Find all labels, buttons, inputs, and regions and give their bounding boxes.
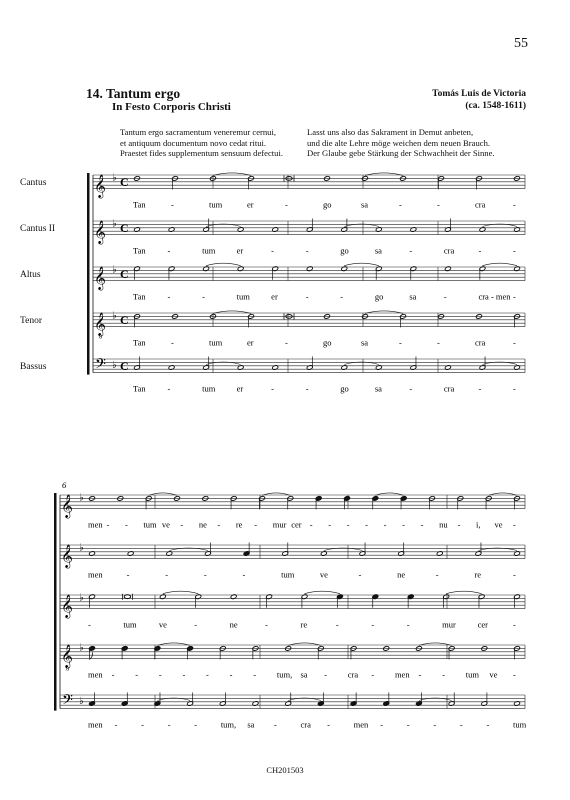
lyric-syllable: - <box>158 669 162 680</box>
tie-slur <box>344 263 379 266</box>
lyric-syllable: - <box>513 199 516 210</box>
lyric-syllable: - <box>409 383 413 394</box>
lyric-syllable: sa <box>300 669 308 680</box>
lyric-syllable: - <box>340 291 344 302</box>
lyric-syllable: - <box>399 199 402 210</box>
tie-slur <box>305 591 340 594</box>
lyric-syllable: re <box>474 569 481 580</box>
lyric-syllable: - <box>285 337 288 348</box>
lyric-syllable: mur <box>272 519 287 530</box>
lyric-syllable: er <box>247 337 254 348</box>
lyric-syllable: - <box>203 569 207 580</box>
lyric-syllable: go <box>323 337 332 348</box>
lyric-syllable: - <box>202 291 205 302</box>
lyric-syllable: men <box>353 719 369 730</box>
lyric-syllable: er <box>247 199 254 210</box>
lyric-syllable: - <box>305 291 309 302</box>
system-bracket <box>54 493 57 711</box>
lyric-syllable: Tan <box>133 291 146 302</box>
staff <box>93 356 525 393</box>
lyric-syllable: ve <box>161 519 170 530</box>
treble-clef-icon: 𝄞 <box>61 643 73 668</box>
latin-line: et antiquum documentum novo cedat ritui. <box>120 137 267 148</box>
lyric-syllable: - <box>335 619 339 630</box>
lyric-syllable: - <box>435 569 439 580</box>
lyric-syllable: sa <box>247 719 255 730</box>
lyric-syllable: men <box>88 719 103 730</box>
lyric-syllable: - <box>406 619 410 630</box>
lyric-syllable: sa <box>374 383 382 394</box>
treble-clef-icon: 𝄞 <box>94 311 106 336</box>
flat-icon: ♭ <box>112 359 117 371</box>
lyric-syllable: - <box>383 519 387 530</box>
lyric-syllable: - <box>478 383 482 394</box>
lyric-syllable: - <box>437 199 440 210</box>
lyric-syllable: ne <box>397 569 406 580</box>
flat-icon: ♭ <box>79 695 84 707</box>
treble-clef-icon: 𝄞 <box>94 219 106 244</box>
lyric-syllable: re <box>300 619 308 630</box>
lyric-syllable: Tan <box>133 337 146 348</box>
lyric-syllable: - <box>513 383 516 394</box>
lyric-syllable: - <box>402 519 405 530</box>
lyric-syllable: - <box>513 519 516 530</box>
lyric-syllable: Tan <box>133 199 146 210</box>
lyric-syllable: ve <box>494 519 503 530</box>
lyric-syllable: - <box>124 519 128 530</box>
lyric-syllable: er <box>236 383 244 394</box>
treble-clef-icon: 𝄞 <box>94 173 106 198</box>
lyric-syllable: tum <box>236 291 250 302</box>
lyric-syllable: tum <box>143 519 157 530</box>
lyric-syllable: - <box>182 669 186 680</box>
lyric-syllable: mur <box>442 619 456 630</box>
system-1 <box>87 172 525 393</box>
german-line: Lasst uns also das Sakrament in Demut anbeten, <box>307 127 474 137</box>
lyric-syllable: ve <box>489 669 498 680</box>
lyric-syllable: - <box>285 199 288 210</box>
lyric-syllable: ve <box>319 569 328 580</box>
lyric-syllable: - <box>180 519 184 530</box>
lyric-syllable: cra <box>475 199 486 210</box>
voice-label-cantus-ii: Cantus II <box>20 224 56 234</box>
lyric-syllable: go <box>323 199 332 210</box>
lyric-syllable: - <box>418 669 422 680</box>
lyric-syllable: - <box>167 383 171 394</box>
lyric-syllable: - <box>513 619 516 630</box>
flat-icon: ♭ <box>112 218 117 230</box>
lyric-syllable: - <box>420 519 424 530</box>
lyric-syllable: er <box>236 245 244 256</box>
lyric-syllable: - <box>242 569 246 580</box>
latin-line: Praestet fides supplementum sensuum defectui. <box>120 148 284 158</box>
lyric-syllable: - <box>437 337 440 348</box>
treble-clef-icon: 𝄞 <box>61 593 73 618</box>
lyric-syllable: cra <box>443 245 455 256</box>
lyric-syllable: - <box>126 569 130 580</box>
lyric-syllable: tum <box>202 245 216 256</box>
lyric-syllable: cra <box>347 669 359 680</box>
lyric-syllable: - <box>114 719 118 730</box>
lyric-syllable: cra <box>475 337 486 348</box>
octave-mark: 8 <box>66 666 69 673</box>
lyric-syllable: - <box>459 719 463 730</box>
lyric-syllable: - <box>457 519 461 530</box>
system-bracket <box>87 173 90 375</box>
lyric-syllable: sa <box>361 199 369 210</box>
bass-clef-icon: 𝄢 <box>62 692 73 713</box>
lyric-syllable: - <box>443 291 447 302</box>
lyric-syllable: - <box>273 719 277 730</box>
staff <box>93 172 525 209</box>
staff <box>93 263 525 301</box>
lyric-syllable: - <box>513 337 516 348</box>
lyric-syllable: tum <box>281 569 295 580</box>
lyric-syllable: - <box>171 199 174 210</box>
lyric-syllable: men <box>394 669 410 680</box>
lyric-syllable: - <box>328 519 332 530</box>
lyric-syllable: - <box>513 569 516 580</box>
flat-icon: ♭ <box>79 492 84 504</box>
lyric-syllable: - <box>206 669 209 680</box>
lyric-syllable: - <box>254 519 258 530</box>
lyric-syllable: tum, <box>276 669 293 680</box>
flat-icon: ♭ <box>79 592 84 604</box>
lyric-syllable: - <box>217 519 221 530</box>
octave-mark: 8 <box>99 334 102 341</box>
staff <box>60 642 525 679</box>
flat-icon: ♭ <box>112 264 117 276</box>
lyric-syllable: ne <box>198 519 207 530</box>
staff <box>93 218 525 255</box>
treble-clef-icon: 𝄞 <box>61 543 73 568</box>
system-2 <box>54 492 527 729</box>
lyric-syllable: - <box>165 569 169 580</box>
lyric-syllable: - <box>194 619 198 630</box>
tie-slur <box>446 591 481 594</box>
lyric-syllable: tum <box>209 199 223 210</box>
tie-slur <box>163 591 198 594</box>
lyric-syllable: go <box>340 383 349 394</box>
lyric-syllable: - <box>229 669 233 680</box>
lyric-syllable: ne <box>229 619 238 630</box>
lyric-syllable: tum, <box>220 719 237 730</box>
lyric-syllable: - <box>406 719 410 730</box>
lyric-syllable: men <box>88 569 103 580</box>
lyric-syllable: men <box>88 519 103 530</box>
staff <box>93 310 525 347</box>
lyric-syllable: Tan <box>133 245 146 256</box>
time-signature: C <box>120 313 129 328</box>
lyric-syllable: - <box>513 669 516 680</box>
bass-clef-icon: 𝄢 <box>95 356 106 377</box>
flat-icon: ♭ <box>112 310 117 322</box>
lyric-syllable: - <box>141 719 144 730</box>
latin-line: Tantum ergo sacramentum veneremur cernui, <box>120 127 277 137</box>
lyric-syllable: ve <box>158 619 167 630</box>
lyric-syllable: tum <box>465 669 480 680</box>
lyric-syllable: - <box>365 519 369 530</box>
lyric-syllable: cra <box>443 383 455 394</box>
lyric-syllable: - <box>371 619 375 630</box>
lyric-syllable: - <box>513 291 516 302</box>
lyric-syllable: - <box>324 669 327 680</box>
lyric-syllable: - <box>167 291 171 302</box>
lyric-syllable: - <box>167 719 171 730</box>
lyric-syllable: - <box>486 719 490 730</box>
voice-label-cantus: Cantus <box>20 178 47 188</box>
time-signature: C <box>120 221 129 236</box>
lyric-syllable: men <box>88 669 103 680</box>
staff <box>60 542 525 579</box>
time-signature: C <box>120 359 129 374</box>
flat-icon: ♭ <box>79 642 84 654</box>
flat-icon: ♭ <box>79 542 84 554</box>
lyric-syllable: sa <box>374 245 382 256</box>
time-signature: C <box>120 267 129 282</box>
lyric-syllable: cra <box>300 719 311 730</box>
lyric-syllable: sa <box>409 291 417 302</box>
lyric-syllable: cer <box>291 519 302 530</box>
lyric-syllable: - <box>271 383 275 394</box>
lyric-syllable: nu <box>439 519 448 530</box>
voice-label-tenor: Tenor <box>20 316 43 326</box>
lyric-syllable: - <box>305 245 309 256</box>
lyric-syllable: - <box>265 619 268 630</box>
lyric-syllable: - <box>358 569 362 580</box>
lyric-syllable: - <box>271 245 275 256</box>
lyric-syllable: - <box>253 669 257 680</box>
composer-dates: (ca. 1548-1611) <box>465 101 526 111</box>
lyric-syllable: tum <box>209 337 223 348</box>
lyric-syllable: cer <box>477 619 488 630</box>
lyric-syllable: - <box>111 669 115 680</box>
voice-label-bassus: Bassus <box>20 362 47 372</box>
lyric-syllable: - <box>478 245 482 256</box>
lyric-syllable: go <box>374 291 384 302</box>
german-line: Der Glaube gebe Stärkung der Schwachheit der Sinne. <box>307 148 495 158</box>
lyric-syllable: tum <box>202 383 216 394</box>
tie-slur <box>482 263 517 266</box>
measure-number: 6 <box>62 480 67 490</box>
lyric-syllable: - <box>399 337 402 348</box>
lyric-syllable: er <box>271 291 278 302</box>
lyric-syllable: i, <box>476 519 481 530</box>
lyric-syllable: re <box>235 519 243 530</box>
lyric-syllable: tum <box>123 619 137 630</box>
lyric-syllable: - <box>409 245 413 256</box>
treble-clef-icon: 𝄞 <box>61 493 73 518</box>
breve-note <box>124 595 130 599</box>
lyric-syllable: cra - men <box>478 291 511 302</box>
staff <box>60 591 525 629</box>
lyric-syllable: go <box>340 245 349 256</box>
lyric-syllable: - <box>135 669 139 680</box>
lyric-syllable: - <box>309 519 313 530</box>
lyric-syllable: - <box>442 669 446 680</box>
lyric-syllable: sa <box>361 337 369 348</box>
composer-name: Tomás Luis de Victoria <box>432 89 526 99</box>
lyric-syllable: - <box>433 719 437 730</box>
treble-clef-icon: 𝄞 <box>94 265 106 290</box>
staff <box>60 492 525 529</box>
lyric-syllable: tum <box>513 719 527 730</box>
piece-title: 14. Tantum ergo <box>86 86 181 101</box>
lyric-syllable: - <box>171 337 174 348</box>
page-number: 55 <box>514 36 528 51</box>
piece-subtitle: In Festo Corporis Christi <box>112 101 231 113</box>
lyric-syllable: - <box>380 719 384 730</box>
voice-label-altus: Altus <box>20 270 41 280</box>
lyric-syllable: - <box>106 519 110 530</box>
german-line: und die alte Lehre möge weichen dem neuen Brauch. <box>307 137 491 148</box>
lyric-syllable: Tan <box>133 383 146 394</box>
staff <box>60 692 527 729</box>
lyric-syllable: - <box>305 383 309 394</box>
flat-icon: ♭ <box>112 172 117 184</box>
lyric-syllable: - <box>167 245 171 256</box>
lyric-syllable: - <box>371 669 375 680</box>
lyric-syllable: - <box>194 719 198 730</box>
catalog-code: CH201503 <box>266 765 304 775</box>
lyric-syllable: - <box>327 719 330 730</box>
tie-slur <box>206 263 241 266</box>
lyric-syllable: - <box>513 245 516 256</box>
time-signature: C <box>120 175 129 190</box>
lyric-syllable: - <box>346 519 350 530</box>
lyric-syllable: - <box>88 619 91 630</box>
